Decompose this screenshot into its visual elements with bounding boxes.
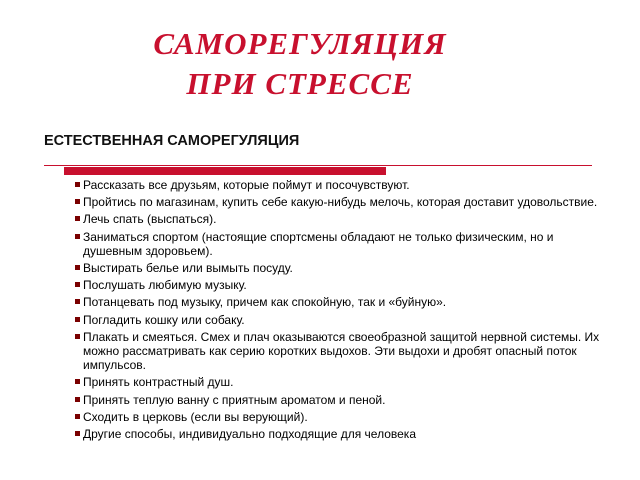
bullet-item: Послушать любимую музыку. [74, 278, 614, 292]
bullet-item: Потанцевать под музыку, причем как спокойную, так и «буйную». [74, 295, 614, 309]
bullet-item: Сходить в церковь (если вы верующий). [74, 410, 614, 424]
bullet-item: Принять контрастный душ. [74, 375, 614, 389]
bullet-item: Заниматься спортом (настоящие спортсмены обладают не только физическим, но и душевным здоровьем). [74, 230, 614, 258]
section-heading: ЕСТЕСТВЕННАЯ САМОРЕГУЛЯЦИЯ [44, 133, 300, 149]
divider-thin [44, 165, 592, 166]
bullet-item: Пройтись по магазинам, купить себе какую-нибудь мелочь, которая доставит удовольствие. [74, 195, 614, 209]
slide-title-line-1: САМОРЕГУЛЯЦИЯ [153, 26, 447, 61]
slide-title [110, 24, 490, 104]
bullet-item: Плакать и смеяться. Смех и плач оказываются своеобразной защитой нервной системы. Их можно рассматривать как серию коротких выдохов. Эти выдохи и дробят опасный поток импульсов. [74, 330, 614, 373]
divider-thick [64, 167, 386, 175]
bullet-item: Погладить кошку или собаку. [74, 313, 614, 327]
bullet-item: Выстирать белье или вымыть посуду. [74, 261, 614, 275]
bullet-item: Принять теплую ванну с приятным ароматом и пеной. [74, 393, 614, 407]
slide-title-line-2: ПРИ СТРЕССЕ [186, 66, 414, 101]
bullet-item: Лечь спать (выспаться). [74, 212, 614, 226]
bullet-list [74, 178, 614, 444]
bullet-item: Рассказать все друзьям, которые поймут и посочувствуют. [74, 178, 614, 192]
bullet-item: Другие способы, индивидуально подходящие для человека [74, 427, 614, 441]
